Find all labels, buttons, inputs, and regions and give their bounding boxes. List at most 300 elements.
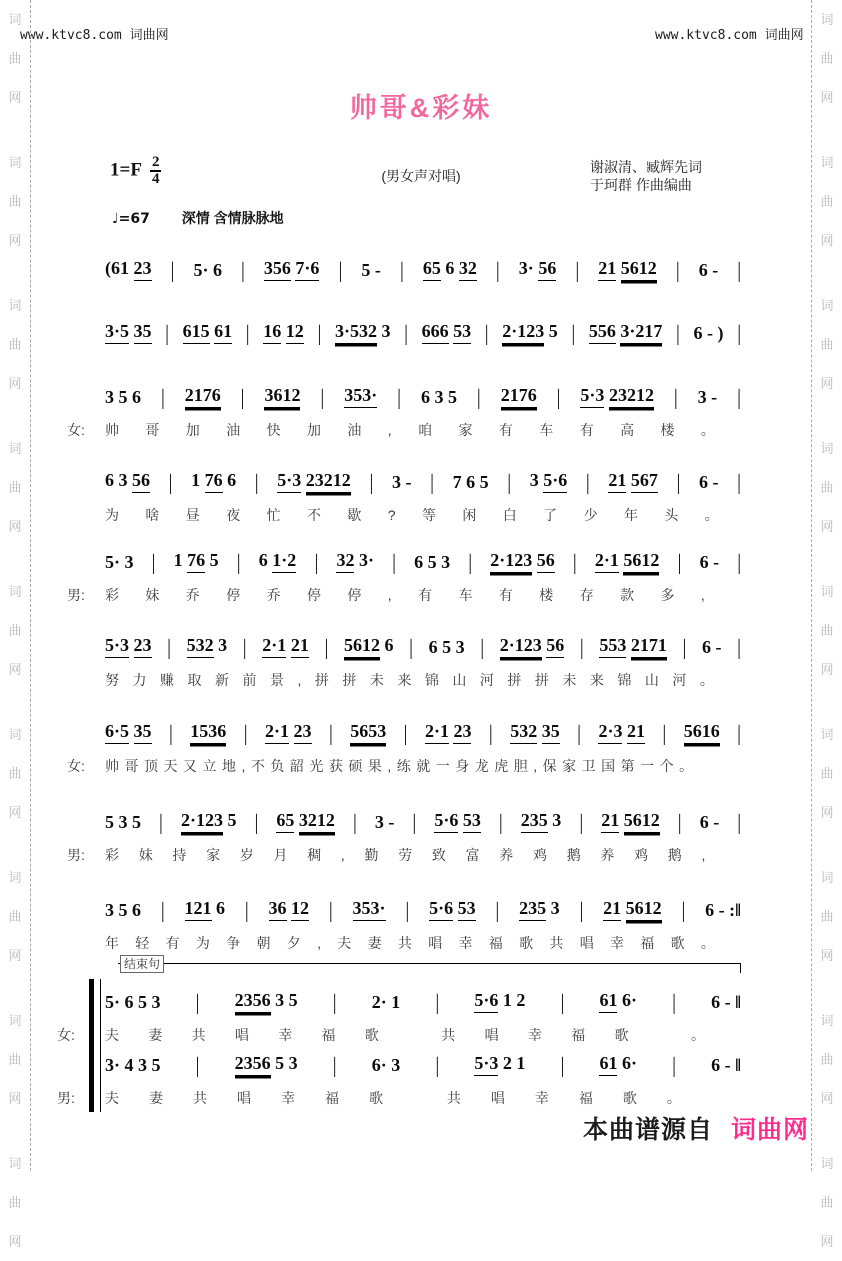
note-group: -	[405, 472, 412, 492]
barline: |	[324, 634, 329, 660]
watermark-group	[0, 715, 30, 832]
footer-source-text: 本曲谱源自	[583, 1116, 714, 1144]
footer-site-link[interactable]: 词曲网	[731, 1116, 810, 1144]
note-group: 532	[187, 635, 214, 658]
measure	[699, 472, 719, 493]
barline: |	[397, 384, 401, 410]
measure	[372, 1055, 401, 1076]
notes-row	[105, 895, 741, 921]
note-group: 3·	[105, 1055, 121, 1075]
lyrics-row: 帅哥加油快加油,咱家有车有高楼。	[105, 422, 742, 438]
notes-row	[105, 1050, 741, 1076]
barline: |	[435, 989, 440, 1015]
measure	[183, 321, 233, 344]
barline: |	[737, 549, 741, 575]
note-group: 3	[434, 387, 444, 407]
watermark-char: 词	[820, 727, 834, 742]
note-group: 6	[466, 472, 476, 492]
barline: |	[170, 257, 175, 283]
barline: |	[499, 809, 503, 835]
watermark-char: 词	[8, 441, 22, 456]
measure	[235, 1053, 298, 1076]
note-group: 3	[381, 321, 391, 341]
note-group: 7·6	[295, 258, 319, 281]
note-group: 3	[118, 812, 128, 832]
barline: |	[560, 989, 565, 1015]
barline: |	[496, 257, 500, 283]
watermark-group	[812, 1144, 842, 1261]
note-group: 2·123	[502, 321, 544, 344]
score-system	[105, 467, 746, 525]
score-system	[57, 987, 741, 1045]
watermark-column-right	[811, 0, 842, 1249]
barline: |	[737, 720, 741, 746]
watermark-char: 曲	[820, 1195, 834, 1210]
measure	[423, 258, 477, 281]
note-group: -	[713, 812, 720, 832]
note-group: 6	[711, 1055, 721, 1075]
measure	[193, 260, 222, 281]
watermark-group	[0, 286, 30, 403]
barline: |	[560, 1052, 565, 1078]
note-group: 5612	[623, 550, 659, 573]
note-group: 6	[132, 900, 141, 920]
note-group: 61	[599, 1053, 617, 1076]
note-group: 35	[542, 721, 560, 744]
watermark-char: 词	[820, 584, 834, 599]
measure	[235, 990, 298, 1013]
note-group: ‖	[735, 992, 741, 1012]
measure	[425, 721, 472, 744]
note-group: 3	[275, 990, 285, 1010]
measure	[105, 470, 150, 493]
barline: |	[737, 809, 741, 835]
watermark-char: 网	[820, 376, 834, 391]
note-group: 6	[711, 992, 721, 1012]
note-group: -	[715, 637, 722, 657]
lyrics-row: 努力赚取新前景,拼拼未来锦山河拼拼未来锦山河。	[105, 672, 728, 688]
note-group: 3	[552, 810, 562, 830]
note-group: 3	[441, 552, 451, 572]
barline: |	[353, 809, 357, 835]
note-group: 3·	[358, 550, 374, 570]
barline: |	[579, 809, 584, 835]
measure	[344, 385, 377, 408]
note-group: 3	[105, 900, 114, 920]
barline: |	[195, 989, 200, 1015]
watermark-char: 网	[8, 805, 22, 820]
note-group: 1	[391, 992, 401, 1012]
note-group: 6	[212, 260, 222, 280]
measure	[421, 387, 457, 408]
note-group: 6·	[371, 1055, 387, 1075]
barline: |	[329, 720, 333, 746]
note-group: 6	[699, 552, 709, 572]
watermark-char: 词	[8, 870, 22, 885]
watermark-char: 网	[8, 519, 22, 534]
measure	[350, 721, 386, 744]
measure	[414, 552, 450, 573]
barline: |	[737, 469, 741, 495]
watermark-char: 曲	[8, 480, 22, 495]
time-denominator: 4	[151, 171, 160, 187]
barline: |	[484, 320, 489, 346]
barline: |	[338, 257, 343, 283]
note-group: 61	[599, 990, 617, 1013]
barline: |	[676, 469, 681, 495]
note-group: 3	[455, 637, 465, 657]
note-group: 6	[124, 992, 134, 1012]
note-group: 5·6	[434, 810, 458, 833]
note-group: 23	[294, 721, 312, 744]
score-system	[105, 895, 741, 953]
measure	[105, 258, 152, 281]
watermark-group	[812, 715, 842, 832]
measure	[190, 721, 226, 744]
note-group: 21	[601, 810, 619, 833]
watermark-char: 词	[8, 155, 22, 170]
watermark-char: 网	[8, 1234, 22, 1249]
note-group: -	[374, 260, 381, 280]
note-group: 6	[258, 550, 268, 570]
measure	[259, 550, 297, 573]
watermark-group	[0, 0, 30, 117]
barline: |	[737, 384, 741, 410]
note-group: 5	[118, 387, 128, 407]
notes-row	[105, 987, 741, 1013]
barline: |	[737, 320, 741, 346]
note-group: 32	[336, 550, 354, 573]
watermark-char: 曲	[820, 51, 834, 66]
time-signature	[150, 155, 162, 187]
watermark-group	[812, 143, 842, 260]
watermark-char: 词	[820, 155, 834, 170]
footer	[583, 1110, 809, 1146]
note-group: 5·6	[474, 990, 498, 1013]
measure	[262, 635, 309, 658]
note-group: 6	[445, 258, 455, 278]
measure	[500, 635, 565, 658]
watermark-group	[812, 1001, 842, 1118]
barline: |	[662, 720, 667, 746]
note-group: 5	[132, 812, 141, 832]
note-group: 5	[447, 387, 457, 407]
note-group: 5612	[344, 635, 380, 658]
barline: |	[577, 720, 581, 746]
note-group: 5·6	[543, 470, 567, 493]
barline: |	[480, 634, 484, 660]
measure	[105, 900, 141, 921]
note-group: 2·	[371, 992, 387, 1012]
measure	[599, 990, 637, 1013]
watermark-char: 曲	[8, 51, 22, 66]
measure	[187, 635, 228, 658]
note-group: 6	[105, 470, 114, 490]
barline: |	[737, 634, 741, 660]
notes-row	[105, 807, 741, 833]
notes-row	[105, 632, 741, 658]
note-group: 556	[589, 321, 616, 344]
notes-row	[105, 255, 741, 281]
measure	[434, 810, 481, 833]
note-group: -	[388, 812, 395, 832]
measure	[700, 552, 720, 573]
note-group: 2356	[235, 1053, 271, 1076]
note-group: 532	[510, 721, 537, 744]
measure	[502, 321, 558, 344]
measure	[105, 387, 141, 408]
note-group: 3	[138, 1055, 148, 1075]
note-group: 56	[546, 635, 564, 658]
measure	[269, 898, 310, 921]
watermark-char: 词	[820, 441, 834, 456]
barline: |	[403, 720, 408, 746]
measure	[105, 552, 134, 573]
lyrics-row: 为啥昼夜忙不歇?等闲白了少年头。	[105, 507, 746, 523]
credits-composer: 于珂群 作曲编曲	[590, 177, 692, 193]
note-group: 35	[134, 321, 152, 344]
note-group: 21	[627, 721, 645, 744]
note-group: 2·1	[595, 550, 619, 573]
note-group: 1536	[190, 721, 226, 744]
note-group: 6	[420, 387, 430, 407]
note-group: 5	[118, 900, 128, 920]
watermark-char: 曲	[820, 623, 834, 638]
note-group: 3	[218, 635, 228, 655]
note-group: 7	[452, 472, 462, 492]
watermark-group	[812, 286, 842, 403]
note-group: 6	[216, 898, 226, 918]
voice-label: 女:	[57, 1027, 75, 1043]
barline: |	[674, 384, 678, 410]
measure	[335, 321, 391, 344]
note-group: 3	[550, 898, 560, 918]
note-group: 2176	[185, 385, 221, 408]
barline: |	[160, 897, 165, 923]
measure	[501, 385, 537, 408]
barline: |	[369, 469, 374, 495]
score-system	[57, 1050, 741, 1108]
note-group: 553	[599, 635, 626, 658]
measure	[530, 470, 568, 493]
measure	[705, 900, 741, 921]
watermark-char: 曲	[8, 1052, 22, 1067]
barline: |	[575, 257, 580, 283]
note-group: 6·	[621, 1053, 637, 1073]
watermark-char: 词	[820, 12, 834, 27]
note-group: 3	[105, 387, 114, 407]
measure	[361, 260, 381, 281]
note-group: 23212	[609, 385, 654, 408]
note-group: 5	[427, 552, 437, 572]
note-group: 6	[699, 472, 709, 492]
note-group: 2	[516, 990, 526, 1010]
watermark-char: 网	[820, 1234, 834, 1249]
watermark-group	[812, 0, 842, 117]
note-group: 2·123	[181, 810, 223, 833]
note-group: 2356	[235, 990, 271, 1013]
watermark-char: 曲	[820, 766, 834, 781]
note-group: 6	[705, 900, 715, 920]
measure	[599, 635, 667, 658]
note-group: 3	[391, 472, 401, 492]
barline: |	[495, 897, 500, 923]
watermark-char: 词	[820, 1013, 834, 1028]
note-group: 6	[384, 635, 394, 655]
note-group: 3·217	[620, 321, 662, 344]
watermark-char: 词	[8, 298, 22, 313]
measure	[264, 385, 300, 408]
watermark-char: 网	[820, 1091, 834, 1106]
measure	[174, 550, 219, 573]
note-group: 3212	[299, 810, 335, 833]
watermark-group	[812, 858, 842, 975]
key-signature	[110, 155, 161, 187]
watermark-group	[0, 572, 30, 689]
note-group: :‖	[729, 900, 741, 920]
score-system	[105, 255, 741, 281]
note-group: 5·6	[429, 898, 453, 921]
barline: |	[682, 634, 687, 660]
note-group: 36	[269, 898, 287, 921]
barline: |	[435, 1052, 440, 1078]
measure	[185, 385, 221, 408]
barline: |	[195, 1052, 200, 1078]
note-group: 5·3	[474, 1053, 498, 1076]
score-system	[67, 807, 741, 865]
ending-bracket-line	[118, 963, 741, 973]
note-group: 6	[428, 637, 438, 657]
voice-label: 男:	[67, 847, 85, 863]
note-group: 2·123	[500, 635, 542, 658]
measure	[711, 992, 741, 1013]
watermark-char: 曲	[820, 480, 834, 495]
note-group: 2·3	[598, 721, 622, 744]
note-group: -	[712, 260, 719, 280]
note-group: 5	[151, 1055, 161, 1075]
note-group: -	[724, 992, 731, 1012]
watermark-char: 曲	[8, 194, 22, 209]
barline: |	[167, 634, 171, 660]
note-group: 1·2	[272, 550, 296, 573]
lyrics-row: 年轻有为争朝夕,夫妻共唱幸福歌共唱幸福歌。	[105, 935, 732, 951]
note-group: 53	[458, 898, 476, 921]
watermark-group	[812, 429, 842, 546]
note-group: 1	[173, 550, 183, 570]
watermark-char: 网	[820, 519, 834, 534]
credits-lyricists: 谢淑清、臧辉先词	[590, 159, 702, 175]
note-group: 3	[288, 1053, 298, 1073]
barline: |	[737, 257, 741, 283]
watermark-char: 网	[8, 90, 22, 105]
watermark-char: 曲	[820, 909, 834, 924]
measure	[595, 550, 660, 573]
barline: |	[579, 897, 584, 923]
watermark-group	[0, 1144, 30, 1261]
measure	[698, 387, 718, 408]
note-group: 3612	[264, 385, 300, 408]
watermark-char: 曲	[8, 766, 22, 781]
expression-marking: 深情 含情脉脉地	[181, 210, 284, 226]
note-group: 5·3	[277, 470, 301, 493]
measure	[580, 385, 654, 408]
note-group: 235	[521, 810, 548, 833]
note-group: 23212	[306, 470, 351, 493]
watermark-char: 曲	[820, 194, 834, 209]
watermark-char: 曲	[820, 337, 834, 352]
watermark-char: 词	[8, 1013, 22, 1028]
voice-label: 女:	[67, 422, 85, 438]
barline: |	[320, 384, 325, 410]
barline: |	[254, 809, 259, 835]
voice-label: 女:	[67, 758, 85, 774]
barline: |	[412, 809, 417, 835]
barline: |	[400, 257, 404, 283]
watermark-char: 网	[8, 233, 22, 248]
measure	[589, 321, 663, 344]
note-group: 3	[697, 387, 707, 407]
measure	[521, 810, 562, 833]
measure	[694, 323, 724, 344]
site-link-top-right[interactable]: www.ktvc8.com 词曲网	[655, 28, 804, 43]
key-label: 1=F	[110, 159, 142, 181]
watermark-char: 网	[8, 376, 22, 391]
note-group: 2176	[501, 385, 537, 408]
note-group: 5·	[105, 552, 121, 572]
measure	[264, 258, 320, 281]
note-group: 1	[502, 990, 512, 1010]
note-group: 56	[132, 470, 150, 493]
note-group: 6	[698, 260, 708, 280]
watermark-char: 曲	[8, 623, 22, 638]
note-group: 6·	[621, 990, 637, 1010]
watermark-char: 曲	[8, 909, 22, 924]
measure	[375, 812, 395, 833]
note-group: 3	[124, 552, 134, 572]
note-group: 2·123	[490, 550, 532, 573]
measure	[453, 472, 489, 493]
voice-label: 男:	[57, 1090, 75, 1106]
note-group: 5653	[350, 721, 386, 744]
note-group: 615	[183, 321, 210, 344]
note-group: 76	[187, 550, 205, 573]
measure	[336, 550, 374, 573]
measure	[598, 258, 657, 281]
watermark-group	[0, 429, 30, 546]
note-group: 4	[124, 1055, 134, 1075]
measure	[699, 260, 719, 281]
note-group: 5612	[624, 810, 660, 833]
barline: |	[245, 320, 250, 346]
site-link-top-left[interactable]: www.ktvc8.com 词曲网	[20, 28, 169, 43]
note-group: 65	[276, 810, 294, 833]
watermark-char: 网	[8, 948, 22, 963]
note-group: 3	[391, 1055, 401, 1075]
measure	[519, 258, 557, 281]
barline: |	[244, 897, 249, 923]
note-group: 53	[463, 810, 481, 833]
watermark-char: 网	[820, 805, 834, 820]
watermark-char: 网	[820, 662, 834, 677]
barline: |	[677, 809, 682, 835]
score-system	[105, 318, 741, 344]
barline: |	[169, 720, 173, 746]
measure	[519, 898, 560, 921]
barline: |	[556, 384, 561, 410]
note-group: 2·1	[262, 635, 286, 658]
measure	[105, 812, 141, 833]
watermark-char: 曲	[8, 337, 22, 352]
